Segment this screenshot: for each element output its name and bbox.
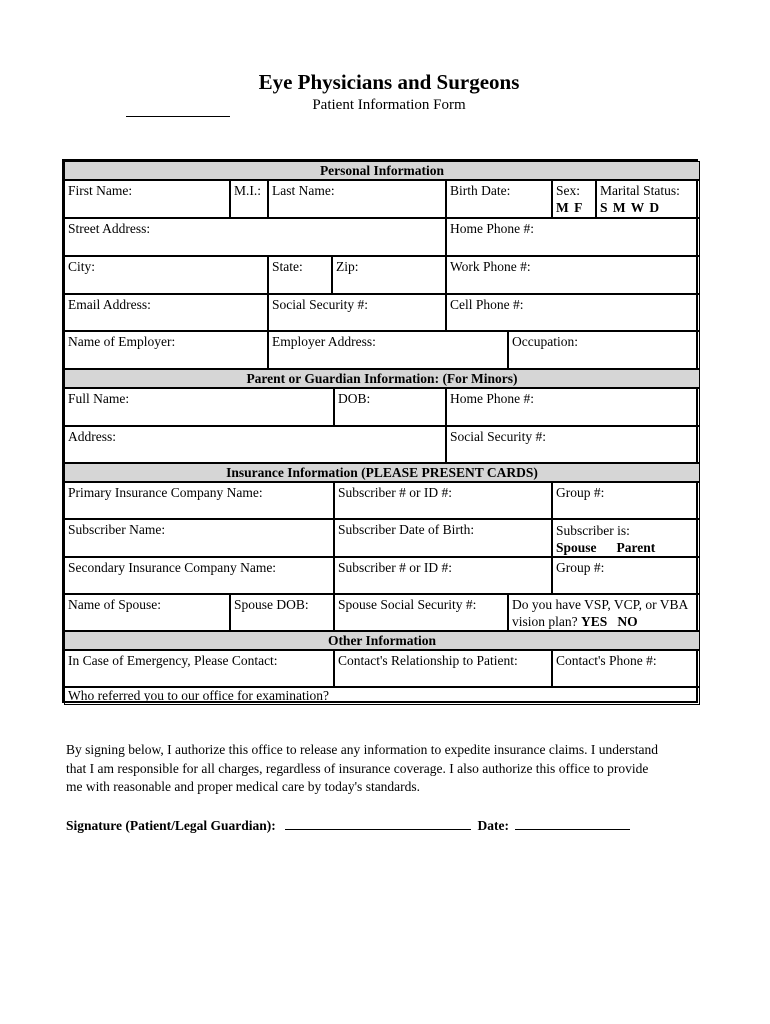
patient-form-table: [62, 159, 698, 703]
guardian-dob-label: DOB:: [338, 391, 371, 406]
emergency-contact-field[interactable]: [64, 650, 334, 687]
mi-label: M.I.:: [234, 183, 261, 198]
marital-status-label: Marital Status:: [600, 183, 680, 198]
cell-phone-field[interactable]: [446, 294, 700, 331]
last-name-label: Last Name:: [272, 183, 335, 198]
employer-label: Name of Employer:: [68, 334, 176, 349]
occupation-field[interactable]: [508, 331, 700, 369]
blank-line[interactable]: [126, 116, 230, 117]
spouse-dob-label: Spouse DOB:: [234, 597, 309, 612]
sex-options[interactable]: M F: [556, 200, 584, 215]
subscriber-id-label: Subscriber # or ID #:: [338, 485, 452, 500]
subscriber-dob-field[interactable]: [334, 519, 552, 557]
contact-relationship-field[interactable]: [334, 650, 552, 687]
street-address-label: Street Address:: [68, 221, 151, 236]
guardian-address-field[interactable]: [64, 426, 446, 463]
signature-label: Signature (Patient/Legal Guardian):: [66, 818, 276, 833]
employer-address-field[interactable]: [268, 331, 508, 369]
subscriber-name-field[interactable]: [64, 519, 334, 557]
employer-address-label: Employer Address:: [272, 334, 376, 349]
ssn-label: Social Security #:: [272, 297, 368, 312]
work-phone-label: Work Phone #:: [450, 259, 531, 274]
subscriber-is-label: Subscriber is:: [556, 523, 630, 538]
marital-options[interactable]: S M W D: [600, 200, 661, 215]
state-field[interactable]: [268, 256, 332, 294]
street-address-field[interactable]: [64, 218, 446, 256]
date-label: Date:: [477, 818, 509, 833]
date-line[interactable]: [515, 815, 630, 830]
group-2-field[interactable]: [552, 557, 700, 594]
first-name-label: First Name:: [68, 183, 133, 198]
vision-question-line2: vision plan?: [512, 614, 578, 629]
marital-status-field[interactable]: [596, 180, 700, 218]
primary-insurance-label: Primary Insurance Company Name:: [68, 485, 263, 500]
email-label: Email Address:: [68, 297, 151, 312]
guardian-full-name-field[interactable]: [64, 388, 334, 426]
secondary-insurance-field[interactable]: [64, 557, 334, 594]
guardian-dob-field[interactable]: [334, 388, 446, 426]
subscriber-dob-label: Subscriber Date of Birth:: [338, 522, 475, 537]
vision-plan-field[interactable]: [508, 594, 700, 631]
referral-field[interactable]: [64, 687, 700, 705]
home-phone-label: Home Phone #:: [450, 221, 534, 236]
contact-relationship-label: Contact's Relationship to Patient:: [338, 653, 518, 668]
group-field[interactable]: [552, 482, 700, 519]
referral-label: Who referred you to our office for examination?: [68, 688, 330, 703]
state-label: State:: [272, 259, 303, 274]
mi-field[interactable]: [230, 180, 268, 218]
section-other-heading: Other Information: [64, 631, 700, 650]
section-guardian-heading: Parent or Guardian Information: (For Minors): [64, 369, 700, 388]
guardian-ssn-field[interactable]: [446, 426, 700, 463]
secondary-insurance-label: Secondary Insurance Company Name:: [68, 560, 277, 575]
contact-phone-field[interactable]: [552, 650, 700, 687]
parent-option[interactable]: Parent: [616, 540, 656, 555]
subscriber-name-label: Subscriber Name:: [68, 522, 166, 537]
signature-row: [66, 815, 706, 834]
vision-yes-no-options[interactable]: YES NO: [581, 614, 638, 629]
vision-question-line1: Do you have VSP, VCP, or VBA: [512, 597, 689, 612]
spouse-option[interactable]: Spouse: [556, 540, 597, 555]
first-name-field[interactable]: [64, 180, 230, 218]
subscriber-id-field[interactable]: [334, 482, 552, 519]
birth-date-field[interactable]: [446, 180, 552, 218]
signature-line[interactable]: [285, 815, 471, 830]
contact-phone-label: Contact's Phone #:: [556, 653, 657, 668]
form-subtitle: Patient Information Form: [312, 97, 466, 113]
ssn-field[interactable]: [268, 294, 446, 331]
subscriber-id-2-field[interactable]: [334, 557, 552, 594]
spouse-ssn-label: Spouse Social Security #:: [338, 597, 477, 612]
last-name-field[interactable]: [268, 180, 446, 218]
employer-field[interactable]: [64, 331, 268, 369]
subscriber-id-2-label: Subscriber # or ID #:: [338, 560, 452, 575]
guardian-ssn-label: Social Security #:: [450, 429, 546, 444]
zip-field[interactable]: [332, 256, 446, 294]
guardian-address-label: Address:: [68, 429, 116, 444]
sex-label: Sex:: [556, 183, 581, 198]
city-field[interactable]: [64, 256, 268, 294]
spouse-dob-field[interactable]: [230, 594, 334, 631]
home-phone-field[interactable]: [446, 218, 700, 256]
primary-insurance-field[interactable]: [64, 482, 334, 519]
sex-field[interactable]: [552, 180, 596, 218]
group-label: Group #:: [556, 485, 605, 500]
city-label: City:: [68, 259, 96, 274]
form-title: Eye Physicians and Surgeons: [258, 70, 520, 94]
guardian-full-name-label: Full Name:: [68, 391, 130, 406]
authorization-paragraph: By signing below, I authorize this office to release any information to expedite insurance claims. I understand that I am responsible for all charges, regardless of insurance coverage. I also authorize this office to provide me with reasonable and proper medical care by today's standards.: [66, 742, 658, 794]
occupation-label: Occupation:: [512, 334, 578, 349]
section-insurance-heading: Insurance Information (PLEASE PRESENT CARDS): [64, 463, 700, 482]
emergency-contact-label: In Case of Emergency, Please Contact:: [68, 653, 278, 668]
work-phone-field[interactable]: [446, 256, 700, 294]
subscriber-is-field[interactable]: [552, 519, 700, 557]
zip-label: Zip:: [336, 259, 359, 274]
spouse-ssn-field[interactable]: [334, 594, 508, 631]
group-2-label: Group #:: [556, 560, 605, 575]
section-personal-heading: Personal Information: [64, 161, 700, 180]
guardian-home-phone-label: Home Phone #:: [450, 391, 534, 406]
guardian-home-phone-field[interactable]: [446, 388, 700, 426]
birth-date-label: Birth Date:: [450, 183, 511, 198]
spouse-name-field[interactable]: [64, 594, 230, 631]
spouse-name-label: Name of Spouse:: [68, 597, 161, 612]
cell-phone-label: Cell Phone #:: [450, 297, 524, 312]
email-field[interactable]: [64, 294, 268, 331]
